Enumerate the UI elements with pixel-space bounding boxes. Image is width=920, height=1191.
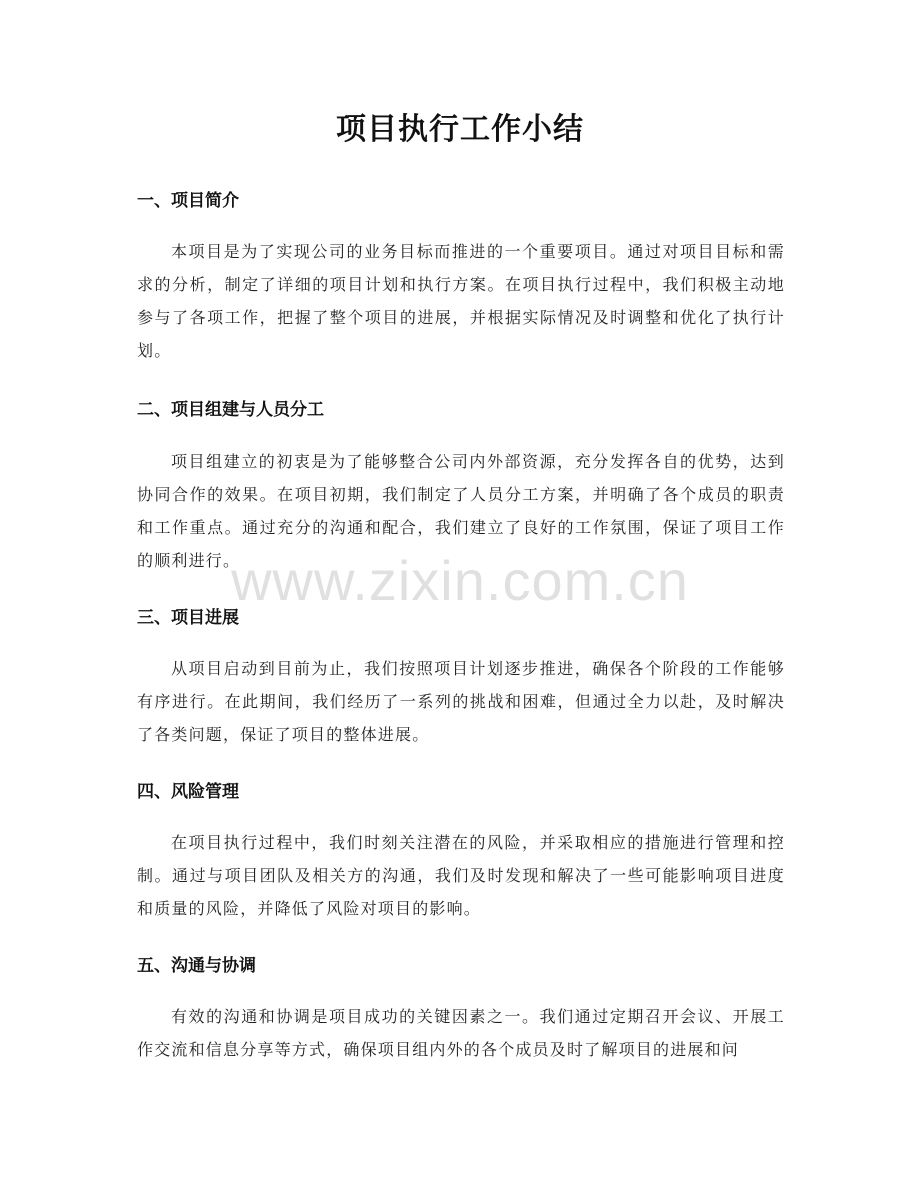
section-heading-3: 三、项目进展	[137, 608, 239, 628]
section-heading-4: 四、风险管理	[137, 782, 239, 802]
section-heading-5: 五、沟通与协调	[137, 956, 256, 976]
section-body-3: 从项目启动到目前为止，我们按照项目计划逐步推进，确保各个阶段的工作能够有序进行。在此期间，我们经历了一系列的挑战和困难，但通过全力以赴，及时解决了各类问题，保证了项目的整体进展。	[137, 659, 785, 744]
section-body-2: 项目组建立的初衷是为了能够整合公司内外部资源，充分发挥各自的优势，达到协同合作的效果。在项目初期，我们制定了人员分工方案，并明确了各个成员的职责和工作重点。通过充分的沟通和配合，我们建立了良好的工作氛围，保证了项目工作的顺利进行。	[137, 452, 785, 570]
section-heading-2: 二、项目组建与人员分工	[137, 400, 324, 420]
document-title: 项目执行工作小结	[336, 112, 584, 147]
section-body-1: 本项目是为了实现公司的业务目标而推进的一个重要项目。通过对项目目标和需求的分析，制定了详细的项目计划和执行方案。在项目执行过程中，我们积极主动地参与了各项工作，把握了整个项目的进展，并根据实际情况及时调整和优化了执行计划。	[137, 242, 785, 360]
section-heading-1: 一、项目简介	[137, 191, 239, 211]
section-body-4: 在项目执行过程中，我们时刻关注潜在的风险，并采取相应的措施进行管理和控制。通过与项目团队及相关方的沟通，我们及时发现和解决了一些可能影响项目进度和质量的风险，并降低了风险对项目的影响。	[137, 833, 785, 918]
watermark: www.zixin.com.cn	[231, 549, 689, 612]
section-body-5: 有效的沟通和协调是项目成功的关键因素之一。我们通过定期召开会议、开展工作交流和信息分享等方式，确保项目组内外的各个成员及时了解项目的进展和问	[137, 1007, 785, 1059]
